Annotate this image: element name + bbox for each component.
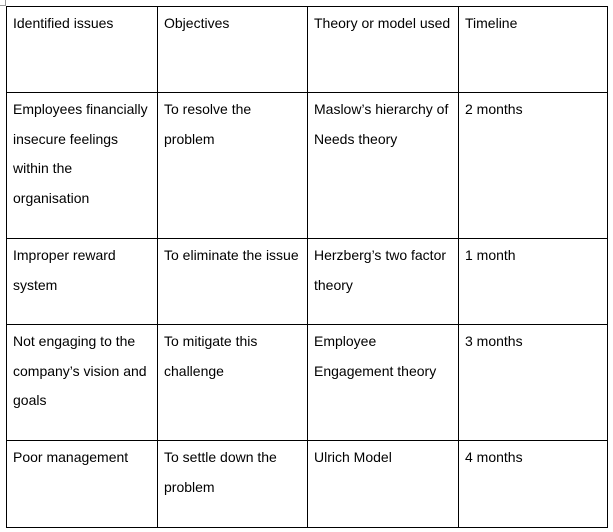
cell-text: Not engaging to the company’s vision and goals (13, 333, 147, 408)
cell-theory (308, 441, 459, 528)
cell-timeline (459, 441, 608, 528)
cell-text: 4 months (465, 449, 523, 465)
cell-text: Improper reward system (13, 247, 116, 293)
table-row (7, 441, 608, 528)
header-label: Theory or model used (314, 15, 451, 31)
cell-issue (7, 93, 158, 239)
header-cell-objectives (158, 7, 308, 93)
header-cell-timeline (459, 7, 608, 93)
header-label: Objectives (164, 15, 230, 31)
cell-issue (7, 239, 158, 325)
cell-text: To resolve the problem (164, 101, 252, 147)
header-label: Identified issues (13, 15, 114, 31)
cell-issue (7, 325, 158, 441)
header-cell-issues (7, 7, 158, 93)
cell-text: 3 months (465, 333, 523, 349)
cell-theory (308, 93, 459, 239)
cell-text: Maslow’s hierarchy of Needs theory (314, 101, 449, 147)
cell-text: 2 months (465, 101, 523, 117)
cell-timeline (459, 239, 608, 325)
cell-objective (158, 239, 308, 325)
cell-text: 1 month (465, 247, 516, 263)
cell-text: Ulrich Model (314, 449, 392, 465)
table-row (7, 239, 608, 325)
table-row (7, 93, 608, 239)
header-label: Timeline (465, 15, 518, 31)
cell-theory (308, 239, 459, 325)
cell-text: Poor management (13, 449, 129, 465)
cell-text: Employees financially insecure feelings within the organisation (13, 101, 148, 206)
cell-text: Herzberg’s two factor theory (314, 247, 447, 293)
cell-text: To settle down the problem (164, 449, 277, 495)
cell-timeline (459, 93, 608, 239)
header-cell-theory (308, 7, 459, 93)
table-header-row (7, 7, 608, 93)
cell-text: Employee Engagement theory (314, 333, 437, 379)
cell-objective (158, 93, 308, 239)
cell-objective (158, 441, 308, 528)
cell-text: To mitigate this challenge (164, 333, 258, 379)
cell-theory (308, 325, 459, 441)
table-row (7, 325, 608, 441)
cell-timeline (459, 325, 608, 441)
cell-issue (7, 441, 158, 528)
issues-table (6, 6, 608, 528)
cell-objective (158, 325, 308, 441)
cell-text: To eliminate the issue (164, 247, 299, 263)
